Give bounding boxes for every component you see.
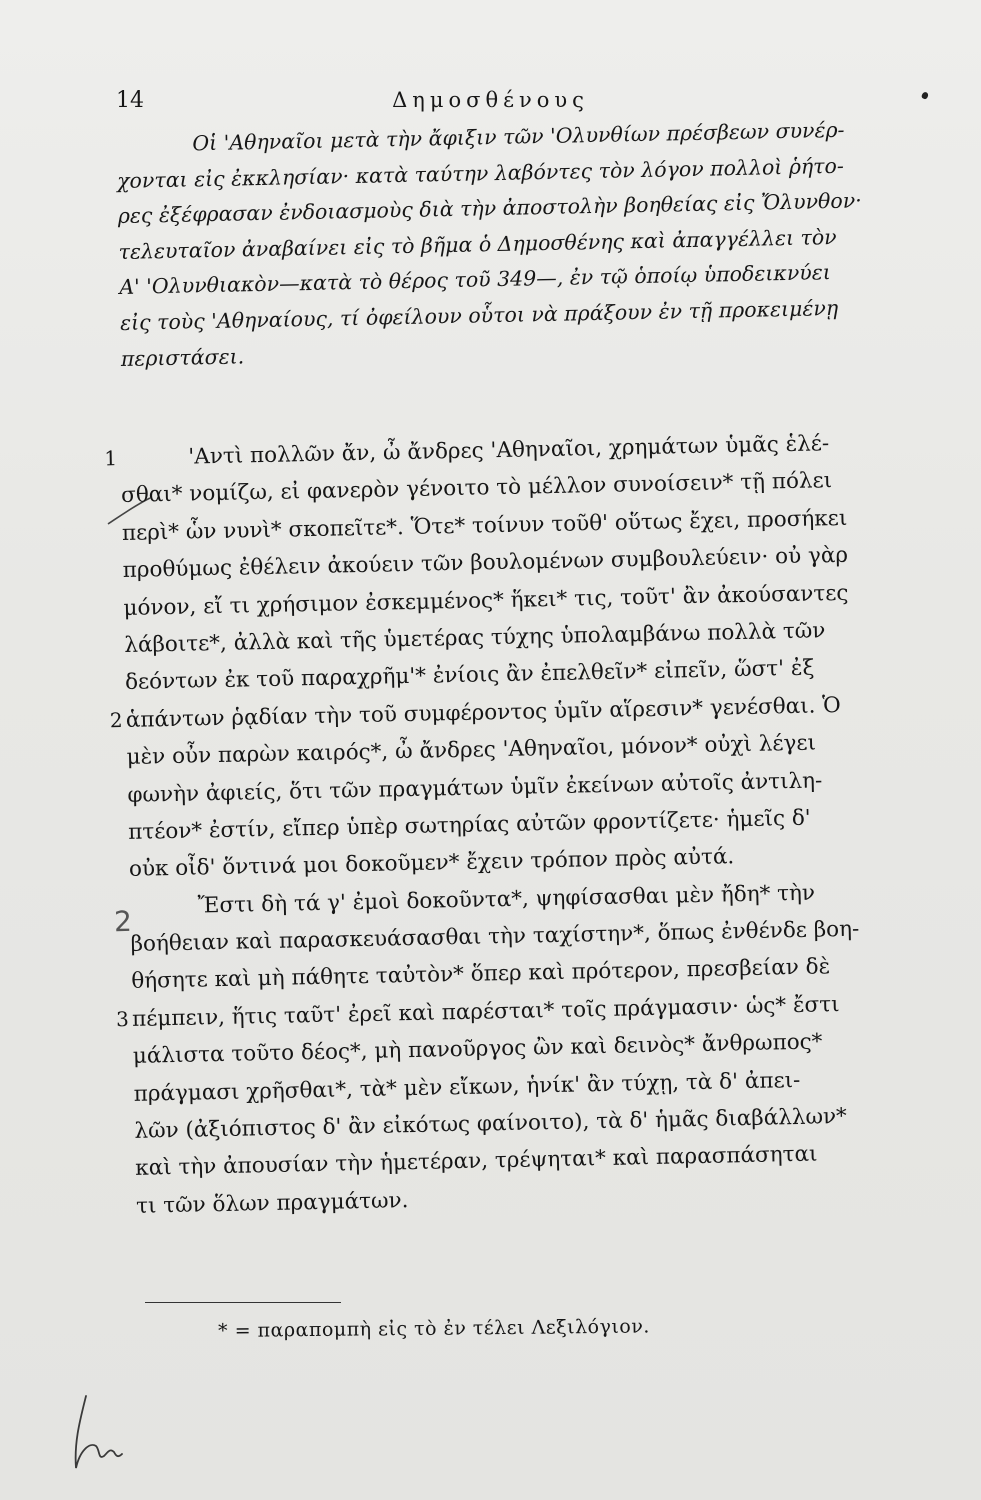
text-line: πτέον* ἐστίν, εἴπερ ὑπὲρ σωτηρίας αὐτῶν φροντίζετε· ἡμεῖς δ' (127, 805, 811, 845)
paragraph-number: 3 (115, 1006, 130, 1032)
text-line: σθαι* νομίζω, εἰ φανερὸν γένοιτο τὸ μέλλον συνοίσειν* τῇ πόλει (120, 468, 833, 509)
text-line-content: πέμπειν, ἥτις ταῦτ' ἐρεῖ καὶ παρέσται* τοῖς πράγμασιν· ὡς* ἔστι (131, 991, 840, 1032)
text-line: περὶ* ὧν νυνὶ* σκοπεῖτε*. Ὅτε* τοίνυν τοῦθ' οὕτως ἔχει, προσήκει (121, 505, 848, 546)
text-line: καὶ τὴν ἀπουσίαν τὴν ἡμετέραν, τρέψηται* καὶ παρασπάσηται (135, 1141, 818, 1182)
summary-line: Οἱ 'Αθηναῖοι μετὰ τὴν ἄφιξιν τῶν 'Ολυνθίων πρέσβεων συνέρ- (192, 117, 845, 156)
footnote: * = παραπομπὴ εἰς τὸ ἐν τέλει Λεξιλόγιον. (218, 1315, 650, 1342)
summary-line: χονται εἰς ἐκκλησίαν· κατὰ ταύτην λαβόντες τὸν λόγον πολλοὶ ῥήτο- (116, 153, 845, 193)
text-line: μὲν οὖν παρὼν καιρός*, ὦ ἄνδρες 'Αθηναῖοι, μόνον* οὐχὶ λέγει (126, 730, 817, 771)
running-title: Δημοσθένους (392, 88, 589, 112)
paragraph-number: 1 (104, 446, 118, 471)
chapter-summary (116, 110, 961, 377)
text-line: μόνον, εἴ τι χρήσιμον ἐσκεμμένος* ἥκει* τις, τοῦτ' ἂν ἀκούσαντες (123, 580, 849, 621)
summary-line: Α' 'Ολυνθιακὸν—κατὰ τὸ θέρος τοῦ 349—, ἐν τῷ ὁποίῳ ὑποδεικνύει (119, 260, 832, 300)
text-line: μάλιστα τοῦτο δέος*, μὴ πανοῦργος ὢν καὶ δεινὸς* ἄνθρωπος* (132, 1029, 823, 1070)
text-line: δεόντων ἐκ τοῦ παραχρῆμ'* ἐνίοις ἂν ἐπελθεῖν* εἰπεῖν, ὥστ' ἐξ (124, 655, 815, 696)
summary-line: ρες ἐξέφρασαν ἐνδοιασμοὺς διὰ τὴν ἀποστολὴν βοηθείας εἰς Ὄλυνθον· (117, 188, 862, 229)
text-line-content: 'Αντὶ πολλῶν ἄν, ὦ ἄνδρες 'Αθηναῖοι, χρημάτων ὑμᾶς ἑλέ- (188, 431, 830, 470)
text-line: φωνὴν ἀφιείς, ὅτι τῶν πραγμάτων ὑμῖν ἐκείνων αὐτοῖς ἀντιλη- (127, 767, 823, 808)
page-number: 14 (116, 88, 144, 113)
summary-line: τελευταῖον ἀναβαίνει εἰς τὸ βῆμα ὁ Δημοσθένης καὶ ἀπαγγέλλει τὸν (118, 224, 837, 264)
greek-text-body (104, 422, 976, 1225)
text-line: οὐκ οἶδ' ὅντινά μοι δοκοῦμεν* ἔχειν τρόπον πρὸς αὐτά. (128, 844, 735, 883)
handwritten-signature (56, 1390, 146, 1480)
text-line: προθύμως ἐθέλειν ἀκούειν τῶν βουλομένων συμβουλεύειν· οὐ γὰρ (122, 542, 849, 584)
text-line-content: Ἔστι δὴ τά γ' ἐμοὶ δοκοῦντα*, ψηφίσασθαι μὲν ἤδη* τὴν (197, 880, 816, 919)
text-line: τι τῶν ὅλων πραγμάτων. (135, 1187, 409, 1219)
text-line: λάβοιτε*, ἀλλὰ καὶ τῆς ὑμετέρας τύχης ὑπολαμβάνω πολλὰ τῶν (124, 618, 826, 658)
text-line: βοήθειαν καὶ παρασκευάσασθαι τὴν ταχίστην*, ὅπως ἐνθένδε βοη- (130, 916, 860, 957)
summary-line: περιστάσει. (120, 343, 245, 371)
handwritten-margin-note: 2 (113, 904, 133, 938)
summary-line: εἰς τοὺς 'Αθηναίους, τί ὀφείλουν οὗτοι νὰ πράξουν ἐν τῇ προκειμένῃ (119, 295, 839, 335)
text-line: πράγμασι χρῆσθαι*, τὰ* μὲν εἴκων, ἡνίκ' ἂν τύχῃ, τὰ δ' ἀπει- (133, 1067, 801, 1107)
text-line: λῶν (ἀξιόπιστος δ' ἂν εἰκότως φαίνοιτο), τὰ δ' ἡμᾶς διαβάλλων* (134, 1103, 848, 1144)
text-line-content: ἁπάντων ῥᾳδίαν τὴν τοῦ συμφέροντος ὑμῖν αἵρεσιν* γενέσθαι. Ὁ (125, 692, 841, 733)
paragraph-number: 2 (109, 707, 123, 733)
text-line: θήσητε καὶ μὴ πάθητε ταὐτὸν* ὅπερ καὶ πρότερον, πρεσβείαν δὲ (131, 954, 831, 995)
footnote-divider (145, 1302, 341, 1303)
